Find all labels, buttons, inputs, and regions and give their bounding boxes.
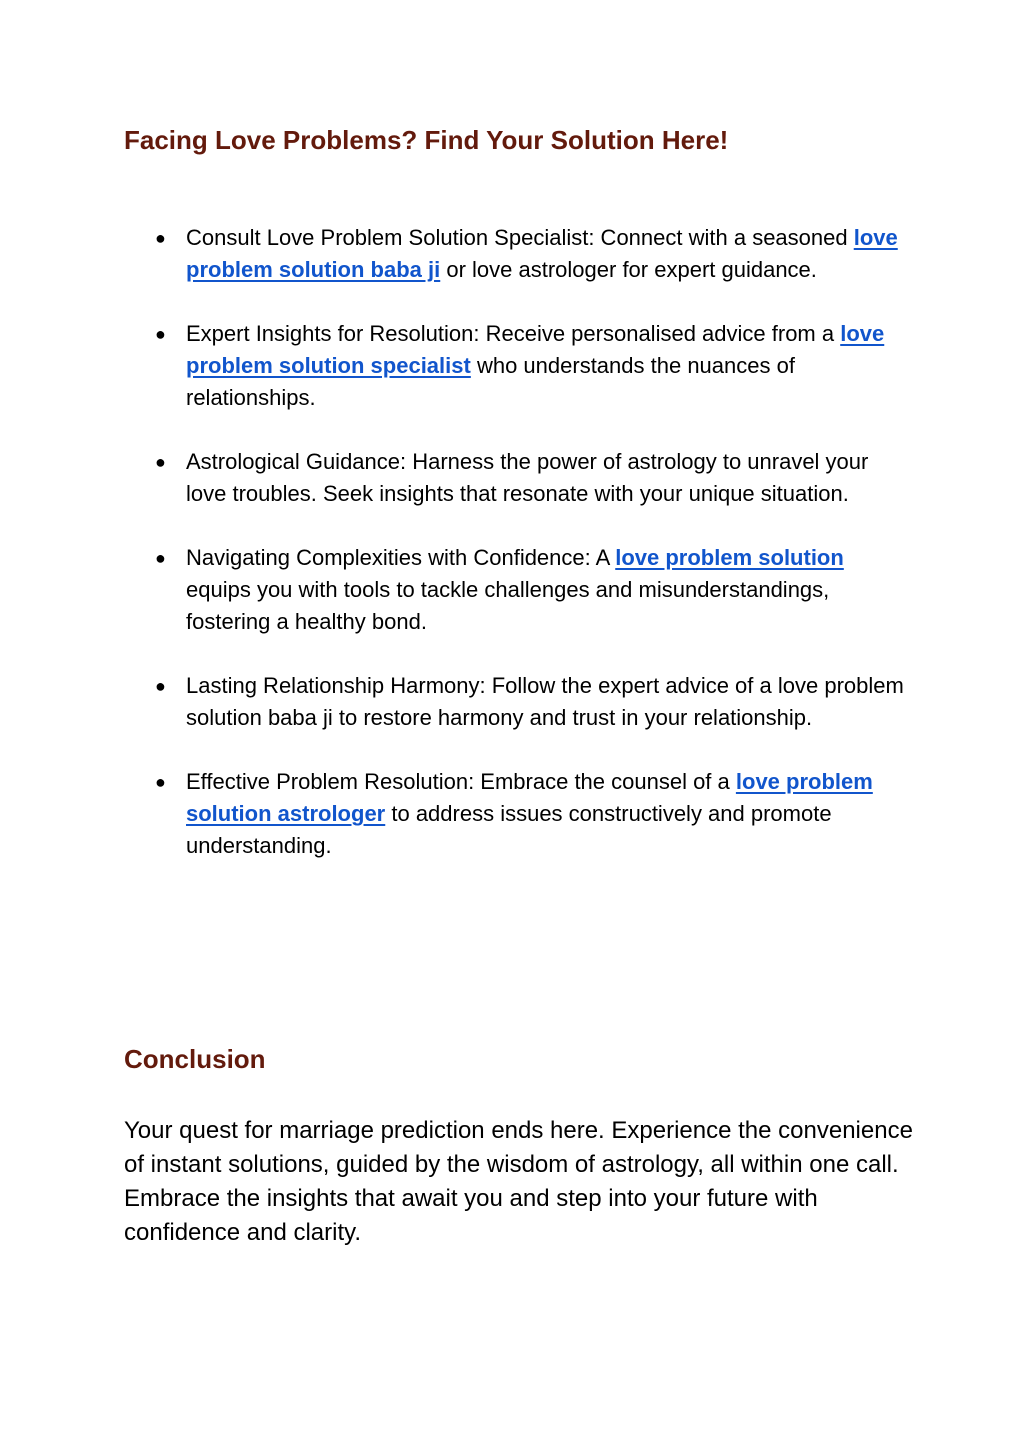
link-love-problem-solution-astrologer[interactable]: love problem solution astrologer <box>186 769 873 826</box>
list-item <box>124 318 914 414</box>
bullet-text: Expert Insights for Resolution: Receive personalised advice from a <box>186 321 841 346</box>
bullet-text: Lasting Relationship Harmony: Follow the expert advice of a love problem solution baba ji to restore harmony and trust in your relationship. <box>186 673 904 730</box>
bullet-text: equips you with tools to tackle challenges and misunderstandings, fostering a healthy bond. <box>186 577 830 634</box>
bullet-icon: ● <box>155 676 166 696</box>
bullet-text: Navigating Complexities with Confidence: A <box>186 545 616 570</box>
bullet-list <box>124 222 914 894</box>
bullet-text: Consult Love Problem Solution Specialist: Connect with a seasoned <box>186 225 854 250</box>
bullet-text: Effective Problem Resolution: Embrace the counsel of a <box>186 769 736 794</box>
bullet-icon: ● <box>155 772 166 792</box>
bullet-icon: ● <box>155 452 166 472</box>
section-heading-love-problems: Facing Love Problems? Find Your Solution Here! <box>124 125 729 155</box>
bullet-icon: ● <box>155 324 166 344</box>
link-love-problem-solution-baba-ji[interactable]: love problem solution baba ji <box>186 225 898 282</box>
conclusion-paragraph: Your quest for marriage prediction ends here. Experience the convenience of instant solutions, guided by the wisdom of astrology, all within one call. Embrace the insights that await you and step into your future with confidence and clarity. <box>124 1117 913 1246</box>
link-love-problem-solution-specialist[interactable]: love problem solution specialist <box>186 321 885 378</box>
list-item <box>124 542 914 638</box>
bullet-text: or love astrologer for expert guidance. <box>440 257 817 282</box>
list-item <box>124 766 914 862</box>
bullet-icon: ● <box>155 228 166 248</box>
list-item <box>124 670 914 734</box>
bullet-text: Astrological Guidance: Harness the power of astrology to unravel your love troubles. Seek insights that resonate with your unique situation. <box>186 449 869 506</box>
section-heading-conclusion: Conclusion <box>124 1044 266 1074</box>
bullet-text: who understands the nuances of relationships. <box>186 353 795 410</box>
link-love-problem-solution[interactable]: love problem solution <box>615 545 844 570</box>
list-item <box>124 446 914 510</box>
list-item <box>124 222 914 286</box>
bullet-icon: ● <box>155 548 166 568</box>
bullet-text: to address issues constructively and promote understanding. <box>186 801 832 858</box>
